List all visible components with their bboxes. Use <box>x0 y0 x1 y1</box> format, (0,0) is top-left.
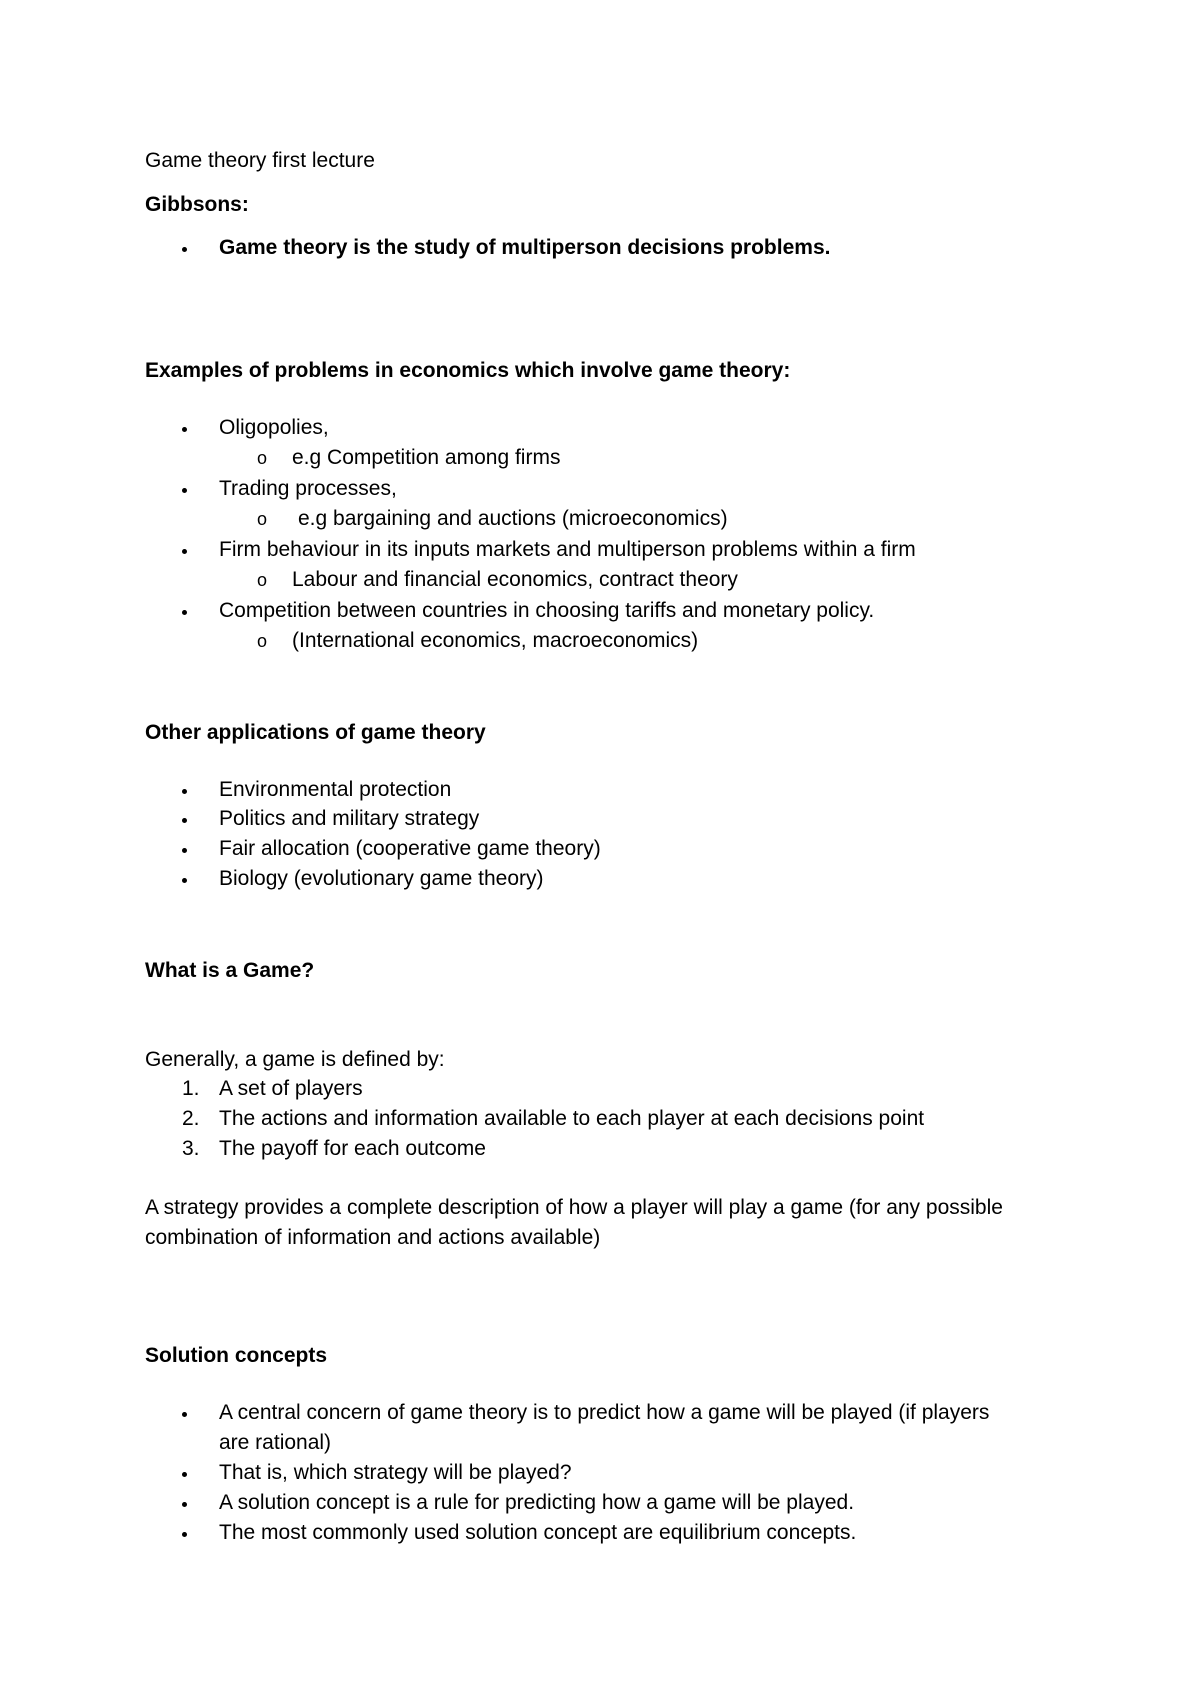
other-applications-heading: Other applications of game theory <box>145 721 486 744</box>
list-item: Politics and military strategy <box>219 807 480 830</box>
list-item: A solution concept is a rule for predicting how a game will be played. <box>219 1491 855 1514</box>
game-intro: Generally, a game is defined by: <box>145 1048 445 1071</box>
bullet-icon <box>182 427 187 432</box>
sub-list-item: e.g bargaining and auctions (microeconomics) <box>298 507 728 530</box>
list-item: Trading processes, <box>219 477 397 500</box>
sub-bullet-icon: o <box>257 448 268 468</box>
sub-bullet-icon: o <box>257 509 268 529</box>
document-title: Game theory first lecture <box>145 149 375 172</box>
bullet-icon <box>182 488 187 493</box>
list-number: 2. <box>182 1107 200 1130</box>
list-item-continuation: are rational) <box>219 1431 332 1454</box>
sub-bullet-icon: o <box>257 570 268 590</box>
list-number: 3. <box>182 1137 200 1160</box>
bullet-icon <box>182 848 187 853</box>
list-item: Fair allocation (cooperative game theory) <box>219 837 601 860</box>
bullet-icon <box>182 1502 187 1507</box>
strategy-definition-line-1: A strategy provides a complete description of how a player will play a game (for any possible <box>145 1196 1003 1219</box>
bullet-icon <box>182 818 187 823</box>
sub-list-item: e.g Competition among firms <box>292 446 561 469</box>
examples-heading: Examples of problems in economics which involve game theory: <box>145 359 791 382</box>
numbered-item: The actions and information available to each player at each decisions point <box>219 1107 925 1130</box>
list-item: Environmental protection <box>219 778 452 801</box>
list-item: That is, which strategy will be played? <box>219 1461 572 1484</box>
bullet-icon <box>182 247 187 252</box>
sub-list-item: Labour and financial economics, contract theory <box>292 568 738 591</box>
list-number: 1. <box>182 1077 200 1100</box>
gibbons-definition: Game theory is the study of multiperson decisions problems. <box>219 236 831 259</box>
list-item: Firm behaviour in its inputs markets and multiperson problems within a firm <box>219 538 916 561</box>
sub-bullet-icon: o <box>257 631 268 651</box>
bullet-icon <box>182 1532 187 1537</box>
list-item: Competition between countries in choosing tariffs and monetary policy. <box>219 599 875 622</box>
bullet-icon <box>182 549 187 554</box>
bullet-icon <box>182 878 187 883</box>
list-item: Oligopolies, <box>219 416 329 439</box>
bullet-icon <box>182 610 187 615</box>
gibbons-heading: Gibbsons: <box>145 193 249 216</box>
list-item: A central concern of game theory is to predict how a game will be played (if players <box>219 1401 990 1424</box>
bullet-icon <box>182 789 187 794</box>
list-item: Biology (evolutionary game theory) <box>219 867 544 890</box>
solution-concepts-heading: Solution concepts <box>145 1344 328 1367</box>
numbered-item: The payoff for each outcome <box>219 1137 486 1160</box>
strategy-definition-line-2: combination of information and actions available) <box>145 1226 601 1249</box>
what-is-a-game-heading: What is a Game? <box>145 959 315 982</box>
sub-list-item: (International economics, macroeconomics) <box>292 629 699 652</box>
bullet-icon <box>182 1472 187 1477</box>
list-item: The most commonly used solution concept are equilibrium concepts. <box>219 1521 857 1544</box>
bullet-icon <box>182 1412 187 1417</box>
numbered-item: A set of players <box>219 1077 363 1100</box>
